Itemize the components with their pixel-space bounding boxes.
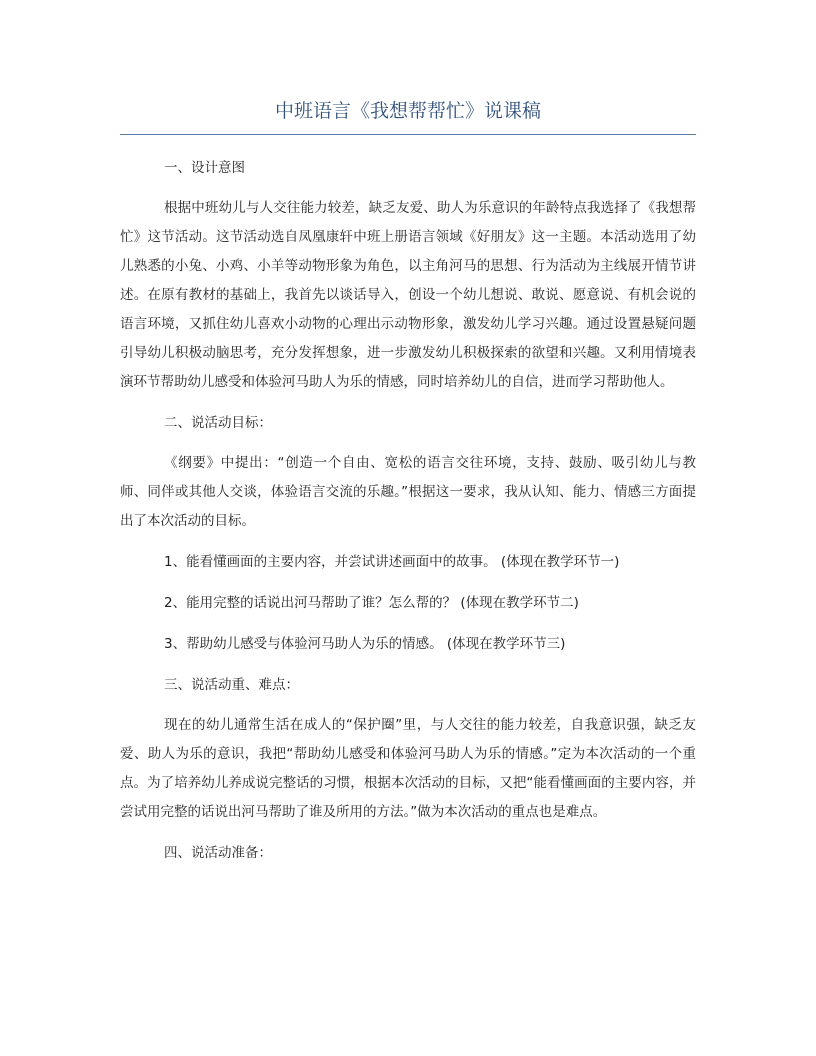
- section-paragraph-key-points: 现在的幼儿通常生活在成人的“保护圈”里，与人交往的能力较差，自我意识强，缺乏友爱、助人为乐的意识，我把“帮助幼儿感受和体验河马助人为乐的情感。”定为本次活动的一个重点。为了培养幼儿养成说完整话的习惯，根据本次活动的目标，又把“能看懂画面的主要内容，并尝试用完整的话说出河马帮助了谁及所用的方法。”做为本次活动的重点也是难点。: [120, 717, 696, 820]
- goal-item: 1、能看懂画面的主要内容，并尝试讲述画面中的故事。 (体现在教学环节一): [164, 554, 620, 570]
- document-title: 中班语言《我想帮帮忙》说课稿: [274, 100, 541, 122]
- section-heading-preparation: 四、说活动准备：: [164, 845, 272, 861]
- section-paragraph-goals: 《纲要》中提出：“创造一个自由、宽松的语言交往环境，支持、鼓励、吸引幼儿与教师、同伴或其他人交谈，体验语言交流的乐趣。”根据这一要求，我从认知、能力、情感三方面提出了本次活动的目标。: [120, 455, 696, 529]
- document-body: [120, 154, 696, 879]
- section-paragraph-design-intent: 根据中班幼儿与人交往能力较差，缺乏友爱、助人为乐意识的年龄特点我选择了《我想帮忙》这节活动。这节活动选自凤凰康轩中班上册语言领域《好朋友》这一主题。本活动选用了幼儿熟悉的小兔、小鸡、小羊等动物形象为角色，以主角河马的思想、行为活动为主线展开情节讲述。在原有教材的基础上，我首先以谈话导入，创设一个幼儿想说、敢说、愿意说、有机会说的语言环境，又抓住幼儿喜欢小动物的心理出示动物形象，激发幼儿学习兴趣。通过设置悬疑问题引导幼儿积极动脑思考，充分发挥想象，进一步激发幼儿积极探索的欲望和兴趣。又利用情境表演环节帮助幼儿感受和体验河马助人为乐的情感，同时培养幼儿的自信，进而学习帮助他人。: [120, 200, 696, 390]
- goal-item: 2、能用完整的话说出河马帮助了谁？怎么帮的？ (体现在教学环节二): [164, 595, 579, 611]
- title-divider: [120, 134, 696, 135]
- section-heading-design-intent: 一、设计意图: [164, 160, 245, 176]
- section-heading-goals: 二、说活动目标：: [164, 415, 272, 431]
- goal-item: 3、帮助幼儿感受与体验河马助人为乐的情感。 (体现在教学环节三): [164, 636, 566, 652]
- section-heading-key-points: 三、说活动重、难点：: [164, 677, 299, 693]
